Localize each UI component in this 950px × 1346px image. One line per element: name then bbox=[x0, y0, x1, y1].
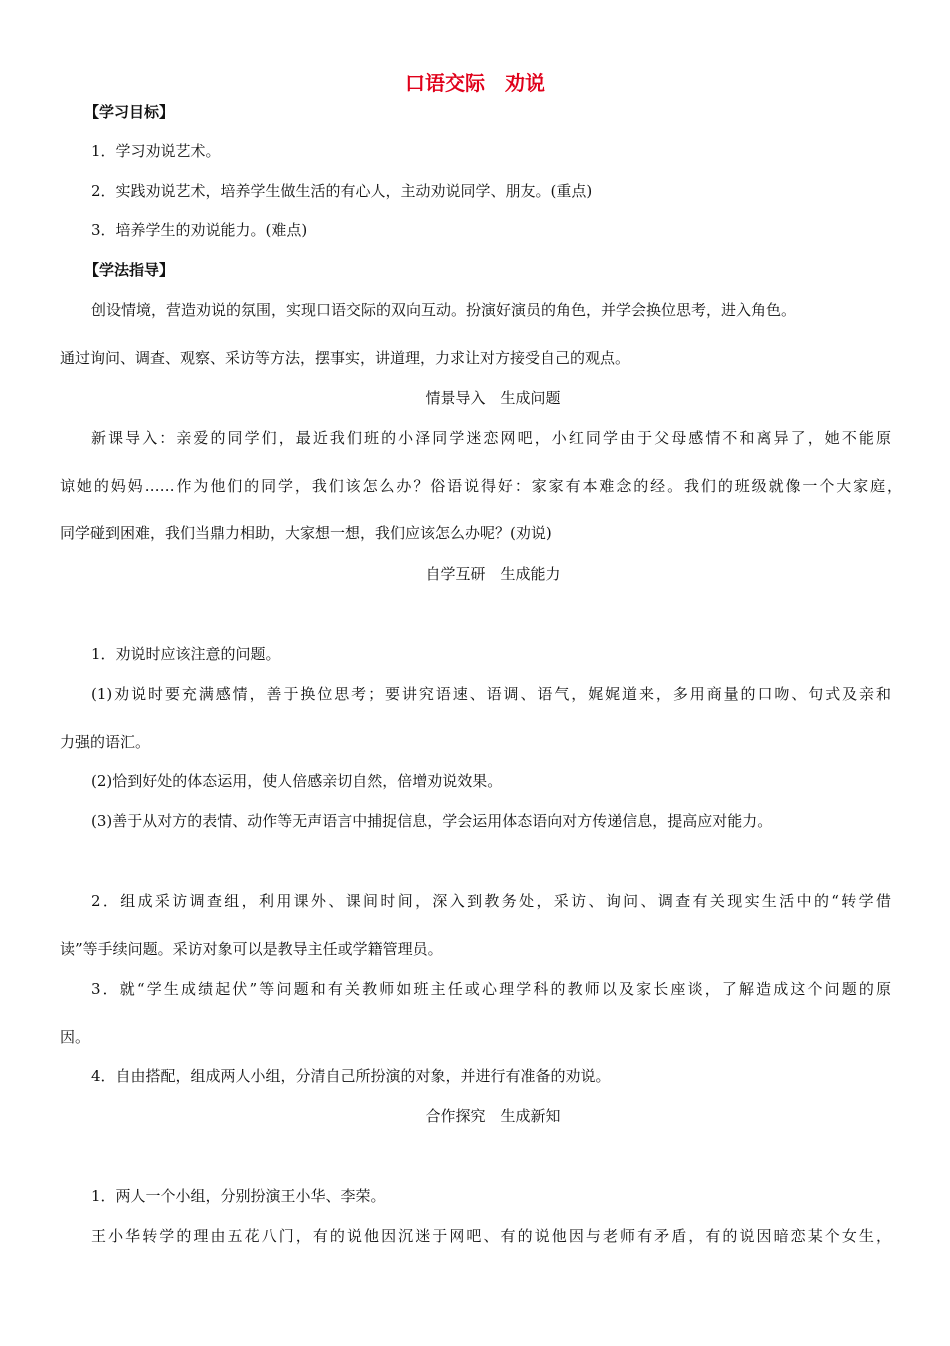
intro-line-1: 新课导入：亲爱的同学们，最近我们班的小泽同学迷恋网吧，小红同学由于父母感情不和离异了，她不能原 bbox=[91, 429, 891, 447]
guide-heading: 【学法指导】 bbox=[84, 261, 175, 279]
goals-heading: 【学习目标】 bbox=[84, 103, 175, 121]
goal-item-2: 2．实践劝说艺术，培养学生做生活的有心人，主动劝说同学、朋友。(重点) bbox=[91, 182, 593, 200]
guide-line-2: 通过询问、调查、观察、采访等方法，摆事实，讲道理，力求让对方接受自己的观点。 bbox=[60, 349, 631, 367]
self-study-sub-3: (3)善于从对方的表情、动作等无声语言中捕捉信息，学会运用体态语向对方传递信息，提高应对能力。 bbox=[91, 812, 773, 830]
section-heading-intro: 情景导入 生成问题 bbox=[425, 389, 561, 407]
self-study-item-4: 4．自由搭配，组成两人小组，分清自己所扮演的对象，并进行有准备的劝说。 bbox=[91, 1067, 611, 1085]
goal-item-1: 1．学习劝说艺术。 bbox=[91, 142, 221, 160]
self-study-item-1: 1．劝说时应该注意的问题。 bbox=[91, 645, 281, 663]
cooperation-item-1: 1．两人一个小组，分别扮演王小华、李荣。 bbox=[91, 1187, 386, 1205]
section-heading-self-study: 自学互研 生成能力 bbox=[425, 565, 561, 583]
self-study-item-2a: 2．组成采访调查组，利用课外、课间时间，深入到教务处，采访、询问、调查有关现实生活中的“转学借 bbox=[91, 892, 891, 910]
self-study-sub-1b: 力强的语汇。 bbox=[60, 733, 151, 751]
intro-line-3: 同学碰到困难，我们当鼎力相助，大家想一想，我们应该怎么办呢？(劝说) bbox=[60, 524, 552, 542]
page-title: 口语交际 劝说 bbox=[405, 71, 545, 95]
self-study-item-3b: 因。 bbox=[60, 1028, 91, 1046]
self-study-item-3a: 3．就“学生成绩起伏”等问题和有关教师如班主任或心理学科的教师以及家长座谈，了解造成这个问题的原 bbox=[91, 980, 891, 998]
self-study-sub-1a: (1)劝说时要充满感情，善于换位思考；要讲究语速、语调、语气，娓娓道来，多用商量的口吻、句式及亲和 bbox=[91, 685, 891, 703]
cooperation-line-2: 王小华转学的理由五花八门，有的说他因沉迷于网吧、有的说他因与老师有矛盾，有的说因暗恋某个女生， bbox=[91, 1227, 891, 1245]
goal-item-3: 3．培养学生的劝说能力。(难点) bbox=[91, 221, 308, 239]
guide-line-1: 创设情境，营造劝说的氛围，实现口语交际的双向互动。扮演好演员的角色，并学会换位思考，进入角色。 bbox=[91, 301, 797, 319]
intro-line-2: 谅她的妈妈……作为他们的同学，我们该怎么办？俗语说得好：家家有本难念的经。我们的班级就像一个大家庭， bbox=[60, 477, 902, 495]
self-study-sub-2: (2)恰到好处的体态运用，使人倍感亲切自然，倍增劝说效果。 bbox=[91, 772, 503, 790]
self-study-item-2b: 读”等手续问题。采访对象可以是教导主任或学籍管理员。 bbox=[60, 940, 443, 958]
section-heading-cooperation: 合作探究 生成新知 bbox=[425, 1107, 561, 1125]
